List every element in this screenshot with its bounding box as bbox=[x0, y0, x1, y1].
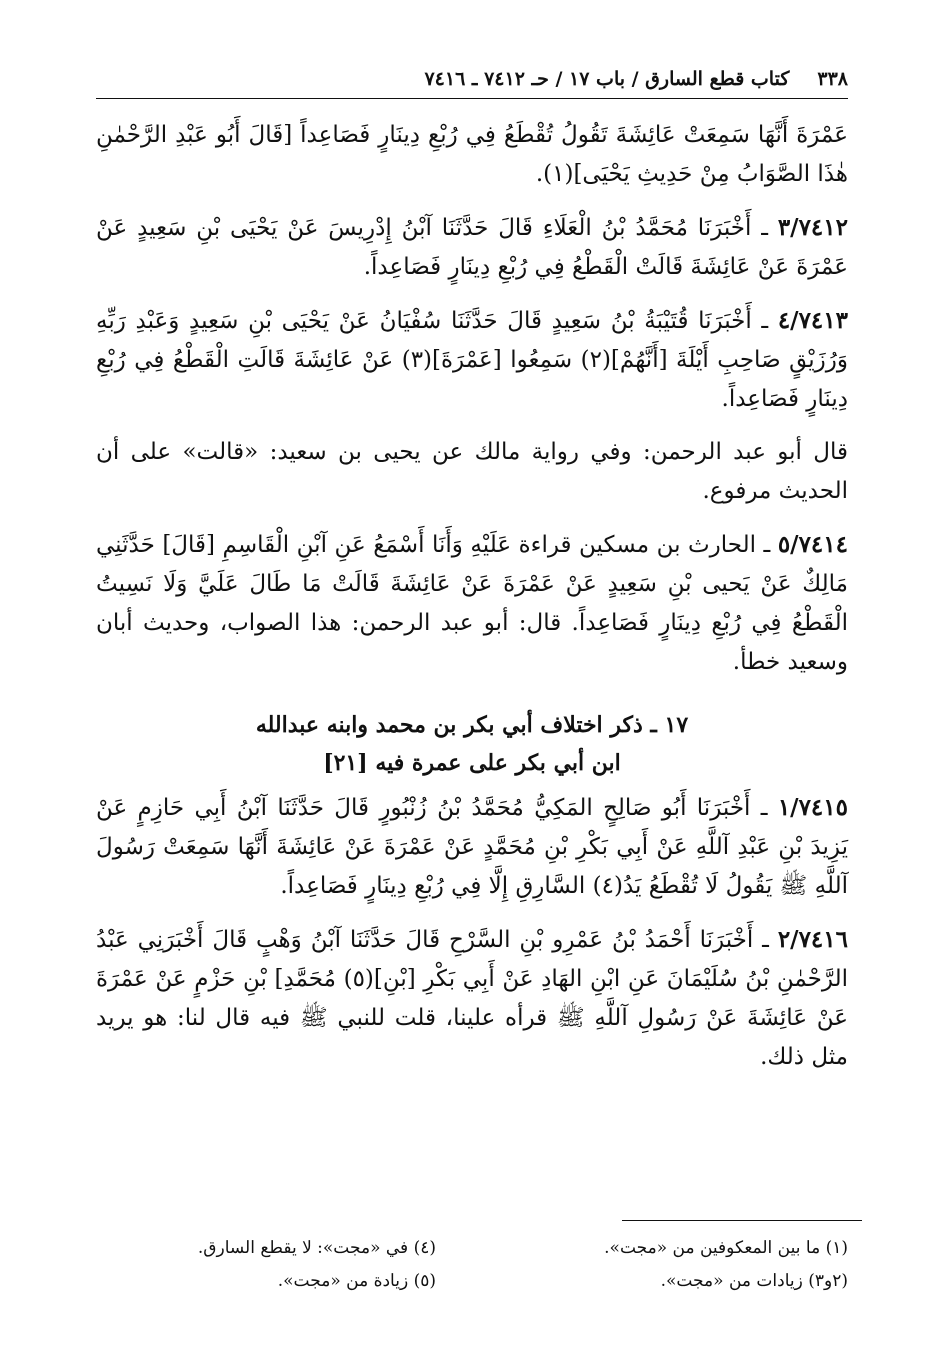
paragraph-text: ـ الحارث بن مسكين قراءة عَلَيْهِ وَأَنَا أَسْمَعُ عَنِ آبْنِ الْقَاسِمِ [قَالَ] حَدَّثَنِي مَالِكٌ عَنْ يَحيى بْنِ سَعِيدٍ عَنْ عَمْرَةَ عَنْ عَائِشَةَ قَالَتْ مَا طَالَ عَلَيَّ وَلَا نَسِيتُ الْقَطْعُ فِي رُبْعِ دِينَارٍ فَصَاعِداً. قال: أبو عبد الرحمن: هذا الصواب، وحديث أبان وسعيد خطأ. bbox=[96, 532, 848, 675]
hadith-7412 bbox=[96, 208, 848, 287]
hadith-number: ١/٧٤١٥ bbox=[777, 794, 848, 821]
main-text bbox=[96, 116, 848, 1091]
footnotes-column-right bbox=[508, 1232, 848, 1298]
hadith-7414 bbox=[96, 525, 848, 682]
footnote-5: (٥) زيادة من «مجت». bbox=[277, 1271, 436, 1291]
paragraph-text: ـ أَخْبَرَنَا أَبُو صَالِحٍ المَكِيُّ مُحَمَّدُ بْنُ زُنْبُورٍ قَالَ حَدَّثَنَا آبْنُ أَبِي حَازِمٍ عَنْ يَزِيدَ بْنِ عَبْدِ آللَّهِ عَنْ أَبِي بَكْرِ بْنِ مُحَمَّدٍ عَنْ عَمْرَةَ عَنْ عَائِشَةَ أَنَّهَا سَمِعَتْ رَسُولَ آللَّهِ ﷺ يَقُولُ لَا تُقْطَعُ يَدُ(٤) السَّارِقِ إِلَّا فِي رُبْعِ دِينَارٍ فَصَاعِداً. bbox=[96, 795, 848, 899]
header-divider bbox=[96, 98, 848, 99]
page-header bbox=[96, 62, 848, 96]
hadith-7416 bbox=[96, 920, 848, 1077]
hadith-7415 bbox=[96, 788, 848, 906]
paragraph-text: ـ أَخْبَرَنَا مُحَمَّدُ بْنُ الْعَلَاءِ قَالَ حَدَّثَنَا آبْنُ إِدْرِيسَ عَنْ يَحْيَى بْنِ سَعِيدٍ عَنْ عَمْرَةَ عَنْ عَائِشَةَ قَالَتْ الْقَطْعُ فِي رُبْعِ دِينَارٍ فَصَاعِداً. bbox=[96, 215, 848, 280]
chapter-title-line-2: ابن أبي بكر على عمرة فيه [٢١] bbox=[323, 750, 621, 776]
paragraph-text: ـ أَخْبَرَنَا أَحْمَدُ بْنُ عَمْرِو بْنِ السَّرْحِ قَالَ حَدَّثَنَا آبْنُ وَهْبٍ قَالَ أَخْبَرَنِي عَبْدُ الرَّحْمٰنِ بْنُ سُلَيْمَانَ عَنِ ابْنِ الهَادِ عَنْ أَبِي بَكْرِ [بْنِ](٥) مُحَمَّدِ] بْنِ حَزْمٍ عَنْ عَمْرَةَ عَنْ عَائِشَةَ عَنْ رَسُولِ آللَّهِ ﷺ قرأه علينا، قلت للنبي ﷺ فيه قال لنا: هو يريد مثل ذلك. bbox=[96, 927, 848, 1070]
chapter-title-line-1: ١٧ ـ ذكر اختلاف أبي بكر بن محمد وابنه عبدالله bbox=[255, 712, 689, 738]
footnotes bbox=[96, 1232, 848, 1298]
commentary-paragraph bbox=[96, 433, 848, 511]
paragraph-text: ـ أَخْبَرَنَا قُتَيْبَةُ بْنُ سَعِيدٍ قَالَ حَدَّثَنَا سُفْيَانُ عَنْ يَحْيَى بْنِ سَعِيدٍ وَعَبْدِ رَبِّهِ وَرُزَيْقٍ صَاحِبِ أَيْلَةَ [أَنَّهُمْ](٢) سَمِعُوا [عَمْرَةَ](٣) عَنْ عَائِشَةَ قَالَتِ الْقَطْعُ فِي رُبْعِ دِينَارٍ فَصَاعِداً. bbox=[96, 308, 848, 412]
paragraph-continuation bbox=[96, 116, 848, 194]
footnote-2-3: (٢و٣) زيادات من «مجت». bbox=[660, 1271, 848, 1291]
running-title: كتاب قطع السارق / باب ١٧ / حـ ٧٤١٢ ـ ٧٤١٦ bbox=[424, 68, 790, 90]
hadith-7413 bbox=[96, 301, 848, 419]
footnote-4: (٤) في «مجت»: لا يقطع السارق. bbox=[197, 1238, 436, 1258]
page-number: ٣٣٨ bbox=[817, 68, 848, 90]
chapter-heading bbox=[96, 706, 848, 782]
footnotes-column-left bbox=[96, 1232, 436, 1298]
paragraph-text: قال أبو عبد الرحمن: وفي رواية مالك عن يحيى بن سعيد: «قالت» على أن الحديث مرفوع. bbox=[96, 439, 848, 504]
hadith-number: ٤/٧٤١٣ bbox=[777, 307, 848, 334]
paragraph-text: عَمْرَةَ أَنَّهَا سَمِعَتْ عَائِشَةَ تَقُولُ تُقْطَعُ فِي رُبْعِ دِينَارٍ فَصَاعِداً [قَالَ أَبُو عَبْدِ الرَّحْمٰنِ هٰذَا الصَّوَابُ مِنْ حَدِيثِ يَحْيَى](١). bbox=[96, 122, 848, 187]
footnote-1: (١) ما بين المعكوفين من «مجت». bbox=[604, 1238, 848, 1258]
footnote-divider bbox=[622, 1220, 862, 1221]
hadith-number: ٢/٧٤١٦ bbox=[777, 926, 848, 953]
hadith-number: ٥/٧٤١٤ bbox=[777, 531, 848, 558]
hadith-number: ٣/٧٤١٢ bbox=[777, 214, 848, 241]
